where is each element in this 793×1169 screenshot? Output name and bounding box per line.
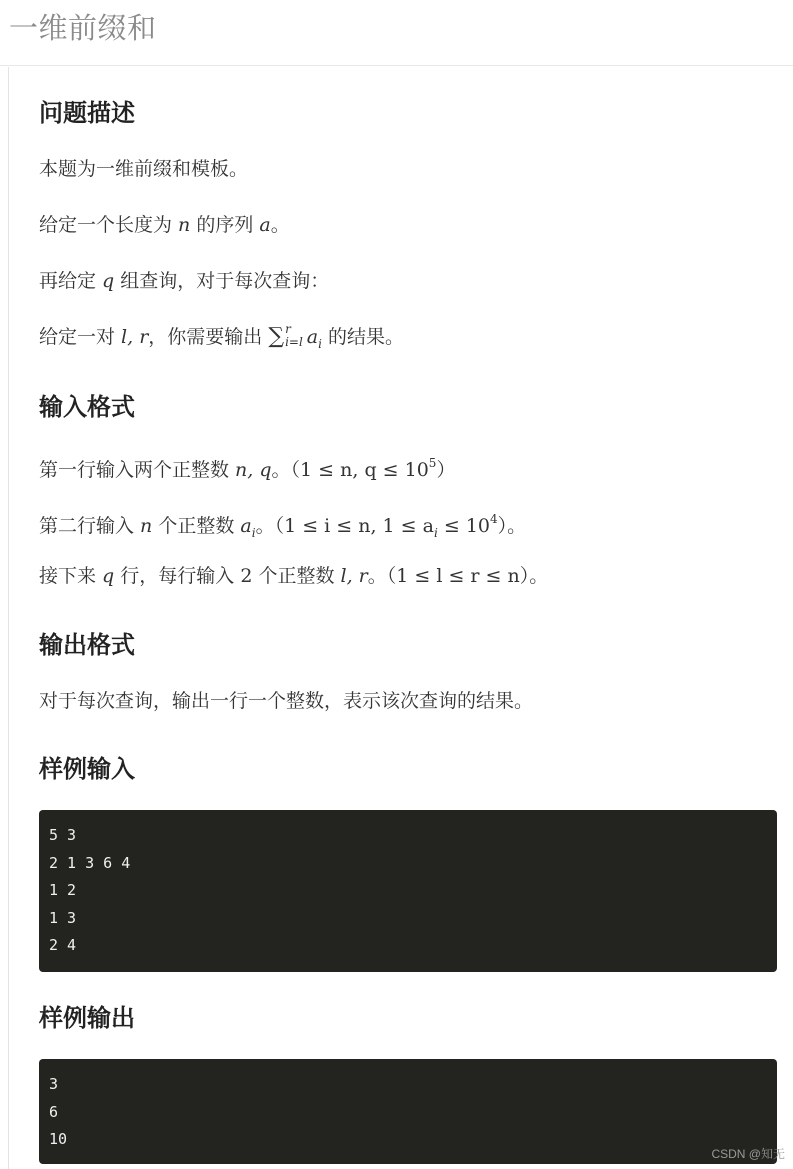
math-var: q <box>102 270 115 292</box>
math-num: 2 <box>240 565 253 587</box>
sum-upper: r <box>285 321 291 336</box>
math-expr: ≤ 10 <box>437 515 491 537</box>
description-p3 <box>39 267 329 295</box>
heading-sample-input: 样例输入 <box>39 755 135 783</box>
text: 第一行输入两个正整数 <box>39 459 236 481</box>
text: 接下来 <box>39 565 103 587</box>
input-format-line3 <box>39 562 548 590</box>
math-sup: 4 <box>490 512 498 526</box>
input-format-line2 <box>39 505 526 547</box>
description-p2 <box>39 211 290 239</box>
sample-input-code-block <box>39 810 777 972</box>
sum-limits <box>285 323 303 349</box>
code-line: 1 2 <box>49 881 77 899</box>
text: 。 <box>270 214 290 236</box>
title-bar <box>0 0 793 66</box>
math-sup: 5 <box>428 456 437 470</box>
text: 。（ <box>255 515 285 537</box>
description-p4 <box>39 323 404 358</box>
math-var: q <box>102 565 115 587</box>
math-var: n <box>178 214 191 236</box>
text: ） <box>436 459 456 481</box>
text: 给定一个长度为 <box>39 214 179 236</box>
code-line: 1 3 <box>49 908 77 927</box>
math-expr: 1 ≤ i ≤ n, 1 ≤ a <box>284 515 434 537</box>
code-line: 2 4 <box>49 936 77 954</box>
sum-lower: i=l <box>285 334 303 349</box>
math-var: n, q <box>235 459 272 481</box>
heading-output-format: 输出格式 <box>39 631 135 659</box>
text: 个正整数 <box>252 565 341 587</box>
text: 第二行输入 <box>39 515 141 537</box>
math-sub: i <box>433 526 438 540</box>
text: 再给定 <box>39 270 103 292</box>
text: ）。 <box>497 515 527 537</box>
description-p1: 本题为一维前缀和模板。 <box>39 158 249 180</box>
output-format-p1: 对于每次查询，输出一行一个整数，表示该次查询的结果。 <box>39 690 534 712</box>
code-line: 2 1 3 6 4 <box>49 853 131 872</box>
heading-input-format: 输入格式 <box>39 393 135 421</box>
text: 。（ <box>271 459 301 481</box>
code-line: 10 <box>49 1130 68 1148</box>
heading-sample-output: 样例输出 <box>39 1004 135 1032</box>
text: ，你需要输出 <box>148 326 269 348</box>
text: 组查询，对于每次查询： <box>114 270 330 292</box>
math-sub: i <box>251 526 256 540</box>
csdn-watermark: CSDN @知无 <box>711 1147 785 1161</box>
math-var: a <box>240 515 252 537</box>
page-title: 一维前缀和 <box>9 11 157 45</box>
input-format-line1 <box>39 449 455 484</box>
text: 行，每行输入 <box>114 565 241 587</box>
math-var: l, r <box>121 326 149 348</box>
article-content <box>8 67 793 1169</box>
text: 给定一对 <box>39 326 122 348</box>
math-expr: 1 ≤ n, q ≤ 10 <box>300 459 429 481</box>
math-sub: i <box>318 337 322 351</box>
heading-description: 问题描述 <box>39 99 135 127</box>
text: 的结果。 <box>321 326 405 348</box>
math-var: a <box>306 326 319 348</box>
code-line: 5 3 <box>49 826 77 844</box>
code-line: 3 <box>49 1075 59 1093</box>
math-expr: 1 ≤ l ≤ r ≤ n <box>396 565 520 587</box>
code-line: 6 <box>49 1102 59 1121</box>
text: ）。 <box>519 565 549 587</box>
math-var: n <box>140 515 153 537</box>
text: 。（ <box>367 565 397 587</box>
sum-symbol: ∑ <box>268 324 285 349</box>
text: 个正整数 <box>152 515 241 537</box>
sample-output-code-block <box>39 1059 777 1164</box>
math-var: a <box>259 214 271 236</box>
math-var: l, r <box>340 565 368 587</box>
text: 的序列 <box>190 214 260 236</box>
